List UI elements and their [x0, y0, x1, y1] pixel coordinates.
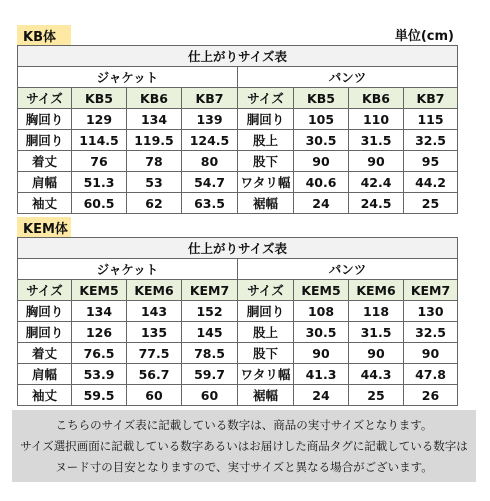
section-row: [18, 67, 458, 88]
pants-value: 31.5: [349, 322, 404, 343]
jacket-value: 124.5: [182, 130, 238, 151]
note-line: ヌード寸の目安となりますので、実寸サイズと異なる場合がございます。: [55, 460, 433, 475]
size-name: KEM7: [404, 280, 458, 301]
pants-value: 30.5: [294, 322, 349, 343]
pants-value: 42.4: [349, 172, 404, 193]
size-label: サイズ: [238, 88, 294, 109]
size-name: KEM5: [72, 280, 127, 301]
jacket-value: 119.5: [127, 130, 182, 151]
jacket-value: 59.7: [182, 364, 238, 385]
jacket-measure-label: 胸回り: [18, 301, 72, 322]
pants-value: 32.5: [404, 130, 458, 151]
size-name: KB5: [72, 88, 127, 109]
pants-value: 31.5: [349, 130, 404, 151]
table-row: [18, 151, 458, 172]
jacket-value: 129: [72, 109, 127, 130]
jacket-measure-label: 肩幅: [18, 364, 72, 385]
jacket-measure-label: 袖丈: [18, 385, 72, 406]
jacket-value: 139: [182, 109, 238, 130]
pants-measure-label: 股下: [238, 151, 294, 172]
pants-value: 110: [349, 109, 404, 130]
jacket-value: 56.7: [127, 364, 182, 385]
pants-measure-label: ワタリ幅: [238, 364, 294, 385]
size-label: サイズ: [238, 280, 294, 301]
jacket-value: 143: [127, 301, 182, 322]
pants-measure-label: 股上: [238, 322, 294, 343]
pants-value: 44.3: [349, 364, 404, 385]
jacket-value: 126: [72, 322, 127, 343]
jacket-value: 76: [72, 151, 127, 172]
jacket-value: 134: [127, 109, 182, 130]
pants-measure-label: ワタリ幅: [238, 172, 294, 193]
pants-value: 24.5: [349, 193, 404, 214]
jacket-value: 78: [127, 151, 182, 172]
jacket-value: 62: [127, 193, 182, 214]
jacket-header: ジャケット: [18, 259, 238, 280]
pants-value: 95: [404, 151, 458, 172]
jacket-value: 78.5: [182, 343, 238, 364]
pants-value: 47.8: [404, 364, 458, 385]
jacket-measure-label: 胸回り: [18, 109, 72, 130]
size-note: [12, 410, 476, 482]
size-name: KEM6: [349, 280, 404, 301]
jacket-measure-label: 肩幅: [18, 172, 72, 193]
size-name: KB5: [294, 88, 349, 109]
table-row: [18, 172, 458, 193]
pants-header: パンツ: [238, 259, 458, 280]
table-row: [18, 193, 458, 214]
jacket-value: 53: [127, 172, 182, 193]
table-row: [18, 343, 458, 364]
jacket-measure-label: 着丈: [18, 343, 72, 364]
pants-value: 105: [294, 109, 349, 130]
unit-label: 単位(cm): [394, 29, 454, 44]
size-name: KEM5: [294, 280, 349, 301]
pants-value: 108: [294, 301, 349, 322]
pants-value: 90: [404, 343, 458, 364]
size-name: KB6: [127, 88, 182, 109]
table-row: [18, 385, 458, 406]
pants-measure-label: 胴回り: [238, 109, 294, 130]
pants-value: 90: [349, 151, 404, 172]
jacket-value: 80: [182, 151, 238, 172]
pants-header: パンツ: [238, 67, 458, 88]
table-title: 仕上がりサイズ表: [18, 46, 458, 67]
pants-value: 32.5: [404, 322, 458, 343]
title-row: [18, 46, 458, 67]
pants-measure-label: 股上: [238, 130, 294, 151]
pants-value: 90: [294, 343, 349, 364]
pants-value: 118: [349, 301, 404, 322]
table-row: [18, 109, 458, 130]
jacket-value: 59.5: [72, 385, 127, 406]
jacket-value: 60: [127, 385, 182, 406]
section-row: [18, 259, 458, 280]
jacket-value: 60: [182, 385, 238, 406]
jacket-value: 77.5: [127, 343, 182, 364]
note-line: サイズ選択画面に記載している数字あるいはお届けした商品タグに記載している数字は: [20, 438, 468, 453]
pants-value: 90: [349, 343, 404, 364]
jacket-value: 145: [182, 322, 238, 343]
table-row: [18, 130, 458, 151]
jacket-measure-label: 胴回り: [18, 130, 72, 151]
jacket-measure-label: 袖丈: [18, 193, 72, 214]
size-name: KB6: [349, 88, 404, 109]
pants-value: 40.6: [294, 172, 349, 193]
size-name: KB7: [404, 88, 458, 109]
jacket-value: 51.3: [72, 172, 127, 193]
pants-measure-label: 股下: [238, 343, 294, 364]
pants-value: 24: [294, 193, 349, 214]
table-tag: KEM体: [17, 217, 71, 237]
size-label: サイズ: [18, 280, 72, 301]
jacket-value: 63.5: [182, 193, 238, 214]
jacket-value: 152: [182, 301, 238, 322]
jacket-value: 114.5: [72, 130, 127, 151]
pants-value: 24: [294, 385, 349, 406]
table-tag: KB体: [17, 25, 71, 45]
pants-value: 44.2: [404, 172, 458, 193]
jacket-measure-label: 胴回り: [18, 322, 72, 343]
jacket-value: 135: [127, 322, 182, 343]
pants-value: 90: [294, 151, 349, 172]
size-table: [17, 45, 458, 214]
size-label: サイズ: [18, 88, 72, 109]
pants-value: 130: [404, 301, 458, 322]
table-row: [18, 364, 458, 385]
table-title: 仕上がりサイズ表: [18, 238, 458, 259]
size-name: KEM6: [127, 280, 182, 301]
size-name: KEM7: [182, 280, 238, 301]
pants-value: 115: [404, 109, 458, 130]
pants-measure-label: 胴回り: [238, 301, 294, 322]
size-name: KB7: [182, 88, 238, 109]
table-row: [18, 322, 458, 343]
size-table: [17, 237, 458, 406]
size-header-row: [18, 88, 458, 109]
jacket-value: 134: [72, 301, 127, 322]
pants-value: 41.3: [294, 364, 349, 385]
pants-value: 30.5: [294, 130, 349, 151]
note-line: こちらのサイズ表に記載している数字は、商品の実寸サイズとなります。: [55, 417, 433, 432]
jacket-value: 76.5: [72, 343, 127, 364]
jacket-header: ジャケット: [18, 67, 238, 88]
jacket-value: 54.7: [182, 172, 238, 193]
pants-measure-label: 裾幅: [238, 193, 294, 214]
jacket-measure-label: 着丈: [18, 151, 72, 172]
jacket-value: 60.5: [72, 193, 127, 214]
pants-value: 26: [404, 385, 458, 406]
size-header-row: [18, 280, 458, 301]
pants-value: 25: [349, 385, 404, 406]
jacket-value: 53.9: [72, 364, 127, 385]
pants-value: 25: [404, 193, 458, 214]
table-row: [18, 301, 458, 322]
title-row: [18, 238, 458, 259]
pants-measure-label: 裾幅: [238, 385, 294, 406]
